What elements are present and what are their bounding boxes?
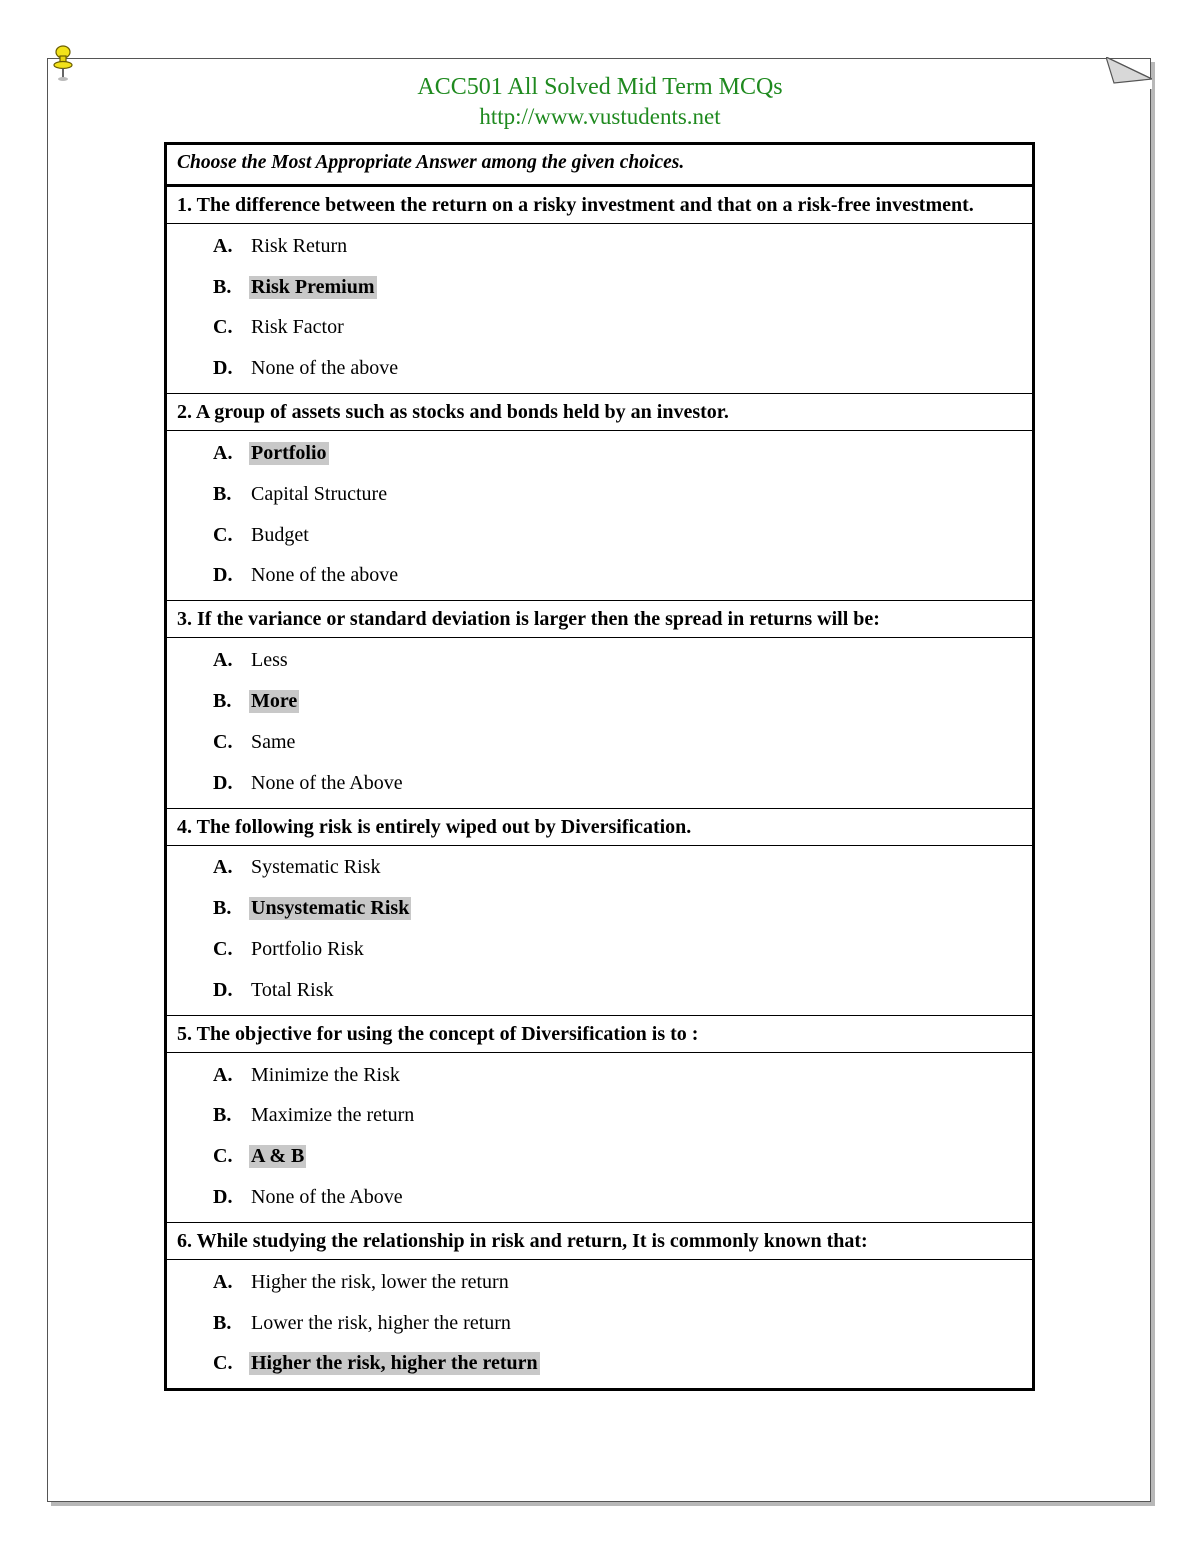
answer-option (177, 267, 1022, 308)
answer-option (177, 1262, 1022, 1303)
option-text: Risk Factor (251, 316, 344, 339)
question-row (166, 601, 1034, 638)
option-letter: D. (213, 357, 233, 380)
correct-answer-text: More (251, 690, 298, 713)
answer-option (177, 1055, 1022, 1096)
option-letter: D. (213, 978, 233, 1001)
question-row (166, 1015, 1034, 1052)
option-letter: D. (213, 1186, 233, 1209)
page-header (0, 72, 1200, 132)
correct-answer-text: Portfolio (251, 442, 327, 465)
answer-option (177, 1136, 1022, 1177)
option-letter: B. (213, 897, 232, 920)
option-letter: C. (213, 1145, 233, 1168)
option-text: Minimize the Risk (251, 1063, 400, 1086)
options-cell (166, 431, 1034, 601)
question-row (166, 186, 1034, 224)
answer-option (177, 1303, 1022, 1344)
options-row (166, 1052, 1034, 1222)
answer-option (177, 308, 1022, 349)
option-text: None of the Above (251, 1186, 403, 1209)
answer-option (177, 556, 1022, 597)
options-cell (166, 845, 1034, 1015)
option-letter: A. (213, 1270, 233, 1293)
mcq-table (164, 142, 1035, 1391)
option-text: Lower the risk, higher the return (251, 1311, 511, 1334)
document-title: ACC501 All Solved Mid Term MCQs (417, 74, 783, 100)
option-text: Total Risk (251, 978, 334, 1001)
answer-option (177, 970, 1022, 1011)
option-text: Budget (251, 523, 309, 546)
answer-option (177, 226, 1022, 267)
question-text: 6. While studying the relationship in risk and return, It is commonly known that: (166, 1222, 1034, 1259)
answer-option (177, 474, 1022, 515)
answer-option (177, 1344, 1022, 1385)
option-text: Systematic Risk (251, 856, 381, 879)
correct-answer-text: Risk Premium (251, 275, 375, 298)
option-text: Higher the risk, lower the return (251, 1270, 509, 1293)
answer-option (177, 1096, 1022, 1137)
instruction-row (166, 144, 1034, 186)
question-text: 1. The difference between the return on a risky investment and that on a risk-free investment. (166, 186, 1034, 224)
option-letter: C. (213, 1352, 233, 1375)
question-text: 2. A group of assets such as stocks and bonds held by an investor. (166, 394, 1034, 431)
options-row (166, 1259, 1034, 1389)
option-text: None of the Above (251, 771, 403, 794)
option-text: Same (251, 730, 296, 753)
answer-option (177, 433, 1022, 474)
option-letter: D. (213, 771, 233, 794)
correct-answer-text: Unsystematic Risk (251, 897, 410, 920)
options-cell (166, 1259, 1034, 1389)
option-text: Portfolio Risk (251, 938, 364, 961)
option-text: Risk Return (251, 234, 348, 257)
option-letter: C. (213, 938, 233, 961)
options-cell (166, 638, 1034, 808)
option-letter: B. (213, 690, 232, 713)
option-letter: B. (213, 1311, 232, 1334)
question-row (166, 394, 1034, 431)
answer-option (177, 1177, 1022, 1218)
option-letter: D. (213, 564, 233, 587)
options-cell (166, 1052, 1034, 1222)
options-row (166, 638, 1034, 808)
question-text: 4. The following risk is entirely wiped out by Diversification. (166, 808, 1034, 845)
question-text: 3. If the variance or standard deviation is larger then the spread in returns will be: (166, 601, 1034, 638)
instruction-text: Choose the Most Appropriate Answer among the given choices. (166, 144, 1034, 186)
correct-answer-text: Higher the risk, higher the return (251, 1352, 538, 1375)
option-letter: A. (213, 856, 233, 879)
option-text: None of the above (251, 564, 399, 587)
question-row (166, 808, 1034, 845)
website-url: http://www.vustudents.net (479, 104, 721, 129)
answer-option (177, 848, 1022, 889)
option-letter: C. (213, 316, 233, 339)
option-text: Capital Structure (251, 482, 388, 505)
answer-option (177, 348, 1022, 389)
option-letter: A. (213, 649, 233, 672)
answer-option (177, 929, 1022, 970)
options-row (166, 224, 1034, 394)
option-letter: A. (213, 1063, 233, 1086)
option-letter: A. (213, 234, 233, 257)
option-letter: B. (213, 482, 232, 505)
option-text: Less (251, 649, 288, 672)
correct-answer-text: A & B (251, 1145, 305, 1168)
option-letter: A. (213, 442, 233, 465)
answer-option (177, 640, 1022, 681)
option-letter: B. (213, 1104, 232, 1127)
option-letter: B. (213, 275, 232, 298)
options-cell (166, 224, 1034, 394)
options-row (166, 431, 1034, 601)
option-text: Maximize the return (251, 1104, 415, 1127)
answer-option (177, 763, 1022, 804)
answer-option (177, 515, 1022, 556)
option-letter: C. (213, 730, 233, 753)
option-text: None of the above (251, 357, 399, 380)
question-row (166, 1222, 1034, 1259)
option-letter: C. (213, 523, 233, 546)
answer-option (177, 681, 1022, 722)
answer-option (177, 722, 1022, 763)
answer-option (177, 888, 1022, 929)
question-text: 5. The objective for using the concept of Diversification is to : (166, 1015, 1034, 1052)
options-row (166, 845, 1034, 1015)
